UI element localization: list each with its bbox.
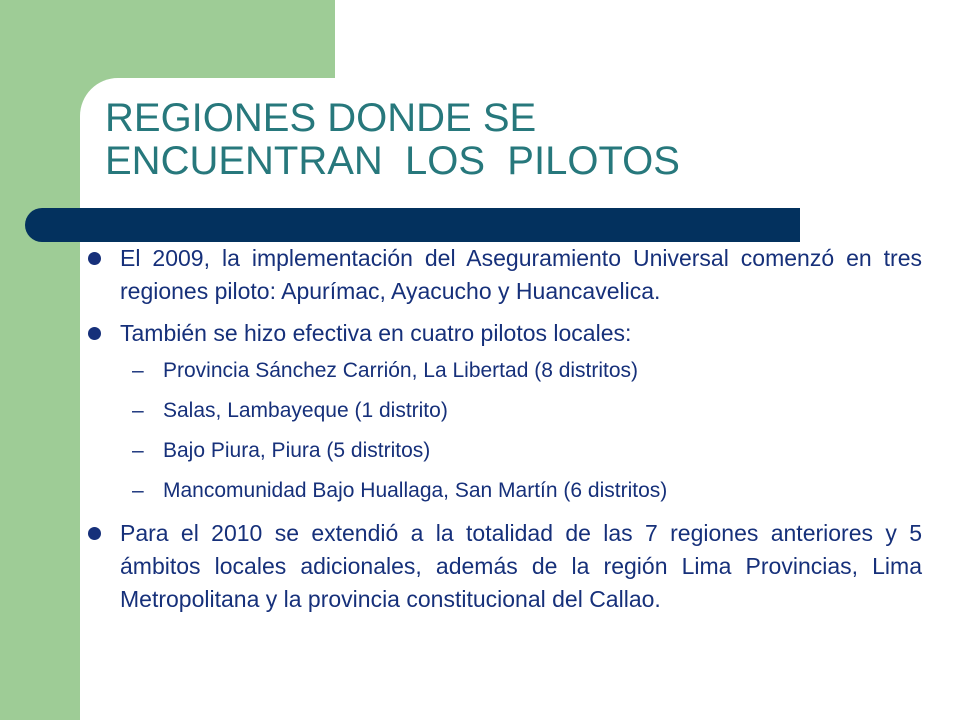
sub-bullet-item: [82, 477, 922, 504]
sub-bullet-text: Bajo Piura, Piura (5 distritos): [163, 439, 431, 462]
green-left-strip: [0, 240, 80, 720]
dash-icon: –: [132, 479, 144, 502]
sub-bullet-item: [82, 357, 922, 384]
bullet-item: [82, 317, 922, 350]
title-line-1: REGIONES DONDE SE: [105, 96, 537, 140]
dash-icon: –: [132, 439, 144, 462]
bullet-item: [82, 517, 922, 616]
title-divider-bar: [25, 208, 800, 242]
bullet-dot-icon: [88, 327, 101, 340]
slide-title: [105, 97, 905, 183]
sub-bullet-item: [82, 397, 922, 424]
title-line-2: ENCUENTRAN LOS PILOTOS: [105, 139, 680, 183]
sub-bullet-text: Salas, Lambayeque (1 distrito): [163, 399, 448, 422]
bullet-text: También se hizo efectiva en cuatro pilotos locales:: [120, 320, 632, 346]
sub-bullet-list: [82, 357, 922, 504]
slide-body: [82, 242, 922, 625]
dash-icon: –: [132, 359, 144, 382]
dash-icon: –: [132, 399, 144, 422]
bullet-text: El 2009, la implementación del Aseguramiento Universal comenzó en tres regiones piloto: Apurímac, Ayacucho y Huancavelica.: [120, 245, 922, 304]
bullet-dot-icon: [88, 252, 101, 265]
bullet-item: [82, 242, 922, 308]
bullet-dot-icon: [88, 527, 101, 540]
sub-bullet-text: Provincia Sánchez Carrión, La Libertad (8 distritos): [163, 359, 639, 382]
sub-bullet-text: Mancomunidad Bajo Huallaga, San Martín (6 distritos): [163, 479, 668, 502]
sub-bullet-item: [82, 437, 922, 464]
bullet-text: Para el 2010 se extendió a la totalidad de las 7 regiones anteriores y 5 ámbitos locales adicionales, además de la región Lima Provincias, Lima Metropolitana y la provincia constitucional del Callao.: [120, 520, 922, 612]
